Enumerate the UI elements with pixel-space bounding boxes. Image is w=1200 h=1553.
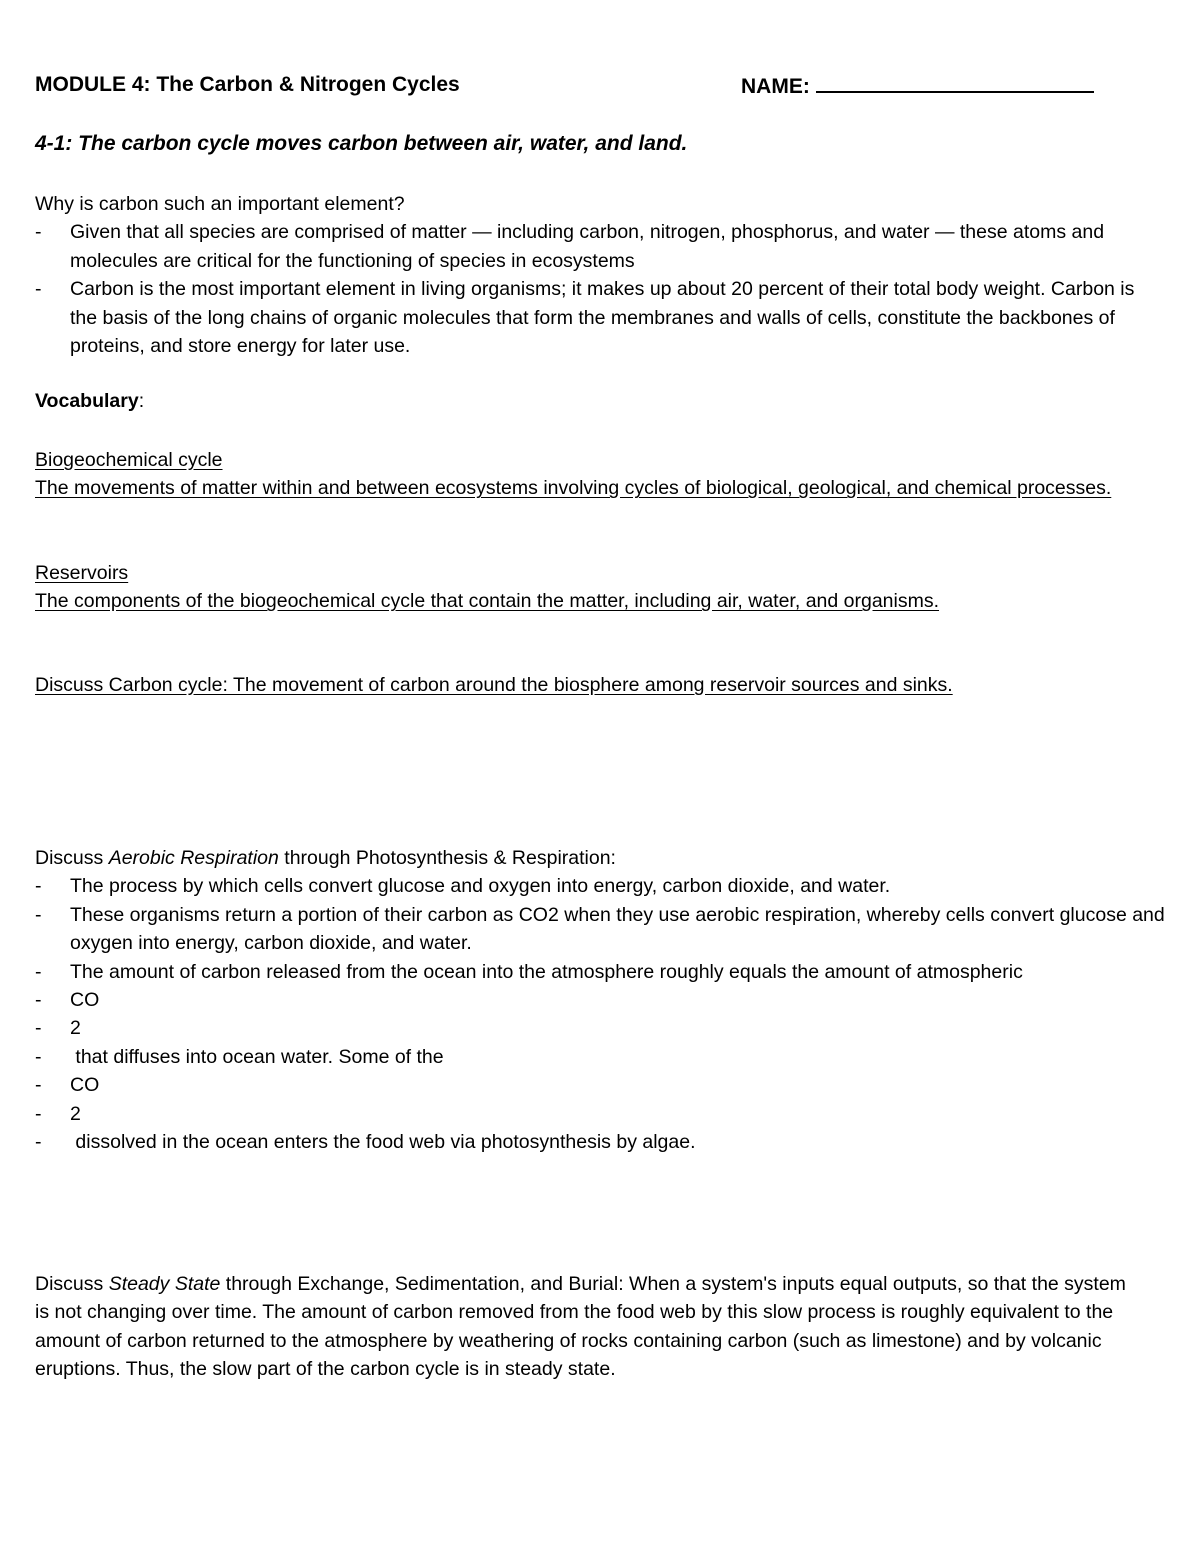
list-item: - 2 <box>0 1100 1185 1128</box>
vocabulary-colon: : <box>138 390 145 412</box>
name-blank-line[interactable] <box>816 73 1094 93</box>
steady-state-paragraph <box>35 1270 1145 1384</box>
aerobic-term: Aerobic Respiration <box>108 847 279 869</box>
list-item: - CO <box>0 1071 1185 1099</box>
list-item: - The process by which cells convert glucose and oxygen into energy, carbon dioxide, and water. <box>0 872 1185 900</box>
section-heading: 4-1: The carbon cycle moves carbon between air, water, and land. <box>35 132 688 155</box>
vocab-term: Reservoirs <box>35 562 129 584</box>
carbon-cycle-prompt: Discuss Carbon cycle: The movement of carbon around the biosphere among reservoir sources and sinks. <box>35 674 953 696</box>
aerobic-block <box>35 844 1185 1156</box>
steady-state-term: Steady State <box>108 1273 221 1295</box>
steady-state-prefix: Discuss <box>35 1273 109 1295</box>
list-item: - Carbon is the most important element in living organisms; it makes up about 20 percent of their total body weight. Carbon is the basis of the long chains of organic molecules that form the membranes and walls of cells, constitute the backbones of proteins, and store energy for later use. <box>0 275 1165 360</box>
aerobic-suffix: through Photosynthesis & Respiration: <box>278 847 616 869</box>
list-item: - CO <box>0 986 1185 1014</box>
aerobic-prompt <box>35 844 1185 872</box>
intro-bullet-list <box>0 218 1165 360</box>
aerobic-prefix: Discuss <box>35 847 109 869</box>
vocab-term: Biogeochemical cycle <box>35 449 223 471</box>
intro-question: Why is carbon such an important element? <box>35 193 405 215</box>
list-item: - Given that all species are comprised of matter — including carbon, nitrogen, phosphorus, and water — these atoms and molecules are critical for the functioning of species in ecosystems <box>0 218 1165 275</box>
aerobic-bullet-list <box>0 872 1185 1156</box>
list-item: - that diffuses into ocean water. Some of the <box>0 1043 1185 1071</box>
list-item: - The amount of carbon released from the ocean into the atmosphere roughly equals the amount of atmospheric <box>0 958 1185 986</box>
vocab-term-block <box>35 446 1145 503</box>
vocab-definition: The components of the biogeochemical cycle that contain the matter, including air, water, and organisms. <box>35 590 940 613</box>
list-item: - 2 <box>0 1014 1185 1042</box>
vocab-definition: The movements of matter within and between ecosystems involving cycles of biological, geological, and chemical processes. <box>35 477 1112 500</box>
steady-state-text: through Exchange, Sedimentation, and Burial: When a system's inputs equal outputs, so that the system is not changing over time. The amount of carbon removed from the food web by this slow process is roughly equivalent to the amount of carbon returned to the atmosphere by weathering of rocks containing carbon (such as limestone) and by volcanic eruptions. Thus, the slow part of the carbon cycle is in steady state. <box>35 1273 1126 1381</box>
list-item: - dissolved in the ocean enters the food web via photosynthesis by algae. <box>0 1128 1185 1156</box>
vocabulary-label: Vocabulary <box>35 390 139 412</box>
vocabulary-heading <box>35 390 144 413</box>
intro-block <box>35 190 1165 360</box>
name-field[interactable] <box>741 73 1094 99</box>
list-item: - These organisms return a portion of their carbon as CO2 when they use aerobic respiration, whereby cells convert glucose and oxygen into energy, carbon dioxide, and water. <box>0 901 1185 958</box>
module-title: MODULE 4: The Carbon & Nitrogen Cycles <box>35 73 460 96</box>
name-label: NAME: <box>741 75 810 98</box>
vocab-term-block <box>35 559 1165 616</box>
